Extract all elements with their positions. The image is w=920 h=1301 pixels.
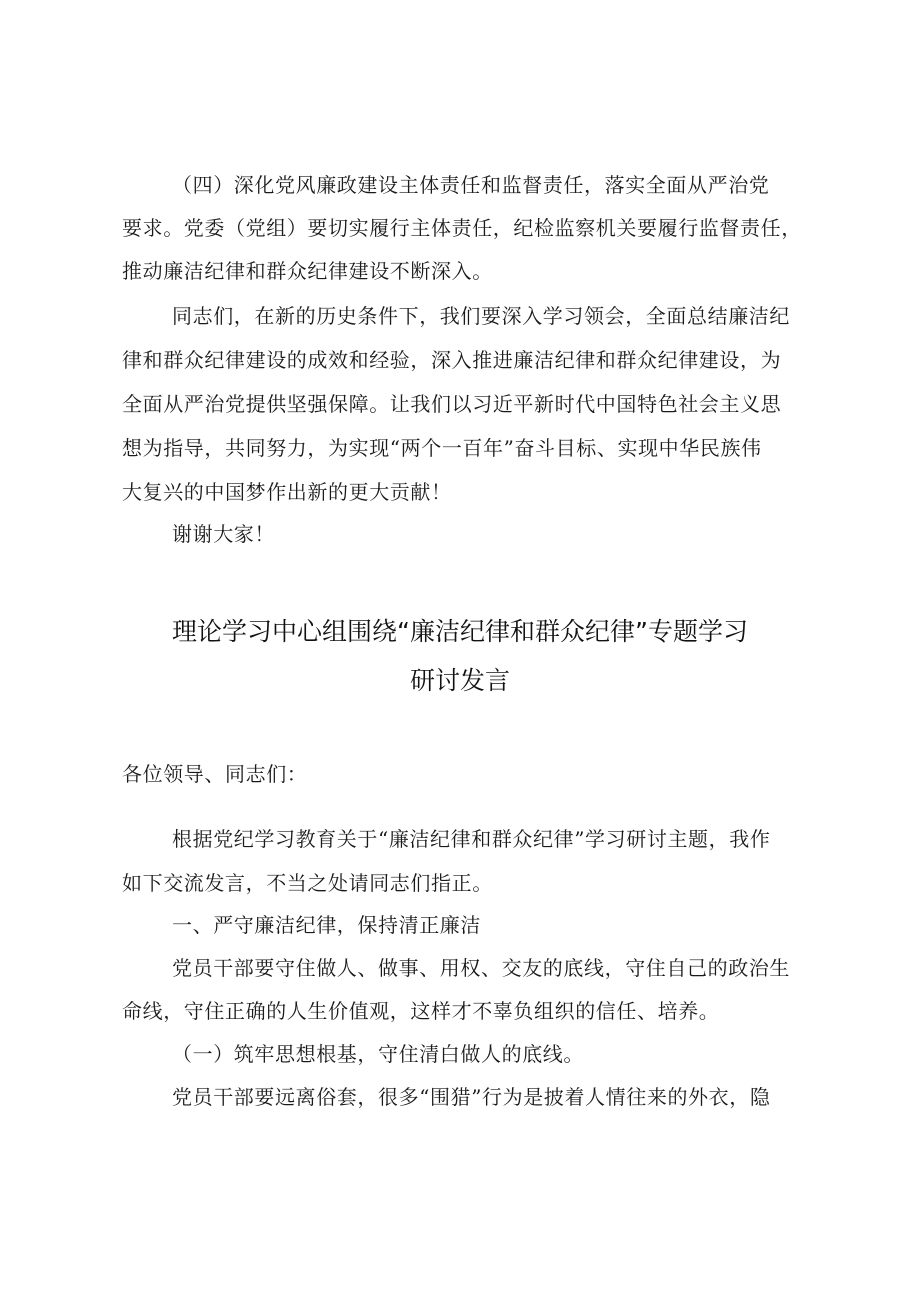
section-heading-1: 一、严守廉洁纪律，保持清正廉洁 xyxy=(172,913,481,937)
para1-line-1: 党员干部要守住做人、做事、用权、交友的底线，守住自己的政治生 xyxy=(172,956,790,980)
closing-line-4: 想为指导，共同努力，为实现“两个一百年”奋斗目标、实现中华民族伟 xyxy=(122,436,762,460)
subsection-heading-1: （一）筑牢思想根基，守住清白做人的底线。 xyxy=(172,1042,584,1066)
para1-line-2: 命线，守住正确的人生价值观，这样才不辜负组织的信任、培养。 xyxy=(122,999,720,1023)
item4-line-2: 要求。党委（党组）要切实履行主体责任，纪检监察机关要履行监督责任， xyxy=(122,216,802,240)
speech-title-line-2: 研讨发言 xyxy=(409,666,510,695)
closing-line-5: 大复兴的中国梦作出新的更大贡献！ xyxy=(122,480,452,504)
intro-line-1: 根据党纪学习教育关于“廉洁纪律和群众纪律”学习研讨主题，我作 xyxy=(172,827,771,851)
closing-line-3: 全面从严治党提供坚强保障。让我们以习近平新时代中国特色社会主义思 xyxy=(122,392,782,416)
item4-line-3: 推动廉洁纪律和群众纪律建设不断深入。 xyxy=(122,259,493,283)
para2-line-1: 党员干部要远离俗套，很多“围猎”行为是披着人情往来的外衣，隐 xyxy=(172,1085,771,1109)
closing-line-1: 同志们，在新的历史条件下，我们要深入学习领会，全面总结廉洁纪 xyxy=(172,304,790,328)
thanks-line: 谢谢大家！ xyxy=(172,522,275,546)
speech-title-line-1: 理论学习中心组围绕“廉洁纪律和群众纪律”专题学习 xyxy=(172,617,748,646)
item4-line-1: （四）深化党风廉政建设主体责任和监督责任，落实全面从严治党 xyxy=(172,173,770,197)
closing-line-2: 律和群众纪律建设的成效和经验，深入推进廉洁纪律和群众纪律建设，为 xyxy=(122,348,782,372)
salutation: 各位领导、同志们： xyxy=(122,762,308,786)
intro-line-2: 如下交流发言，不当之处请同志们指正。 xyxy=(122,871,493,895)
